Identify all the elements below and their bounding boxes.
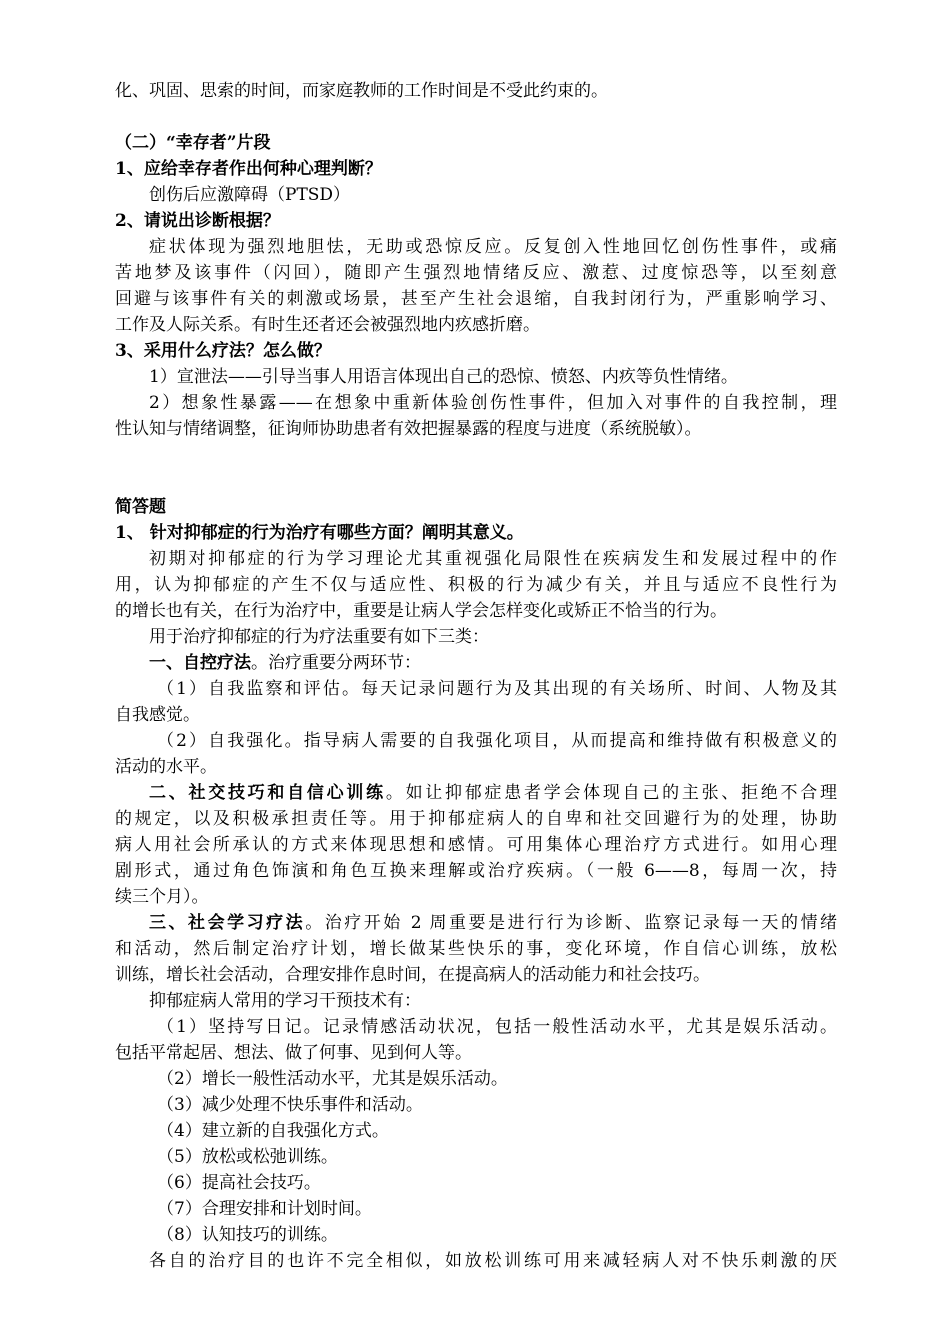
question-heading: 2、请说出诊断根据？ xyxy=(115,211,280,231)
answer-text: 创伤后应激障碍（PTSD） xyxy=(149,185,351,205)
section-heading: 简答题 xyxy=(115,497,166,517)
paragraph-line: 续三个月）。 xyxy=(115,887,209,907)
paragraph-line: 初期对抑郁症的行为学习理论尤其重视强化局限性在疾病发生和发展过程中的作 xyxy=(149,549,837,569)
paragraph-line: 苦地梦及该事件（闪回），随即产生强烈地情绪反应、激惹、过度惊恐等，以至刻意 xyxy=(115,263,837,283)
paragraph-line: 和活动，然后制定治疗计划，增长做某些快乐的事，变化环境，作自信心训练，放松 xyxy=(115,939,837,959)
method-text: 。治疗开始 2 周重要是进行行为诊断、监察记录每一天的情绪 xyxy=(305,913,837,933)
list-item: （6）提高社会技巧。 xyxy=(157,1173,321,1193)
paragraph-line: 用于治疗抑郁症的行为疗法重要有如下三类： xyxy=(149,627,489,647)
method-paragraph xyxy=(115,780,837,806)
list-item: （2）增长一般性活动水平，尤其是娱乐活动。 xyxy=(157,1069,508,1089)
paragraph-line: 抑郁症病人常用的学习干预技术有： xyxy=(149,991,421,1011)
method-text: 。治疗重要分两环节： xyxy=(251,653,421,673)
list-item: （8）认知技巧的训练。 xyxy=(157,1225,338,1245)
paragraph-line: 剧形式，通过角色饰演和角色互换来理解或治疗疾病。（一般 6——8，每周一次，持 xyxy=(115,861,837,881)
paragraph-line: 病人用社会所承认的方式来体现思想和感情。可用集体心理治疗方式进行。如用心理 xyxy=(115,835,837,855)
question-heading: 3、采用什么疗法？怎么做？ xyxy=(115,341,331,361)
paragraph-line: 1）宣泄法——引导当事人用语言体现出自己的恐惊、愤怒、内疚等负性情绪。 xyxy=(149,367,738,387)
method-title: 三、社会学习疗法 xyxy=(149,913,306,933)
list-item: （5）放松或松弛训练。 xyxy=(157,1147,338,1167)
paragraph-line: 工作及人际关系。有时生还者还会被强烈地内疚感折磨。 xyxy=(115,315,540,335)
method-title: 一、自控疗法 xyxy=(149,653,251,673)
paragraph-line: 回避与该事件有关的刺激或场景，甚至产生社会退缩，自我封闭行为，严重影响学习、 xyxy=(115,289,837,309)
question-heading: 1、 针对抑郁症的行为治疗有哪些方面？阐明其意义。 xyxy=(115,523,524,543)
document-page xyxy=(115,78,837,1274)
paragraph-line: 性认知与情绪调整，征询师协助患者有效把握暴露的程度与进度（系统脱敏）。 xyxy=(115,419,702,439)
paragraph-line: 2）想象性暴露——在想象中重新体验创伤性事件，但加入对事件的自我控制，理 xyxy=(149,393,837,413)
paragraph-line: （2）自我强化。指导病人需要的自我强化项目，从而提高和维持做有积极意义的 xyxy=(157,731,837,751)
method-paragraph xyxy=(115,910,837,936)
question-heading: 1、应给幸存者作出何种心理判断？ xyxy=(115,159,382,179)
list-item: （7）合理安排和计划时间。 xyxy=(157,1199,372,1219)
method-text: 。如让抑郁症患者学会体现自己的主张、拒绝不合理 xyxy=(385,783,837,803)
paragraph-line: （1）自我监察和评估。每天记录问题行为及其出现的有关场所、时间、人物及其 xyxy=(157,679,837,699)
paragraph-line: 训练，增长社会活动，合理安排作息时间，在提高病人的活动能力和社会技巧。 xyxy=(115,965,710,985)
paragraph-line: 用，认为抑郁症的产生不仅与适应性、积极的行为减少有关，并且与适应不良性行为 xyxy=(115,575,837,595)
list-item: （3）减少处理不快乐事件和活动。 xyxy=(157,1095,423,1115)
paragraph-line: 的规定，以及积极承担责任等。用于抑郁症病人的自卑和社交回避行为的处理，协助 xyxy=(115,809,837,829)
paragraph-line: 各自的治疗目的也许不完全相似，如放松训练可用来减轻病人对不快乐刺激的厌 xyxy=(149,1251,837,1271)
paragraph-line: 自我感觉。 xyxy=(115,705,200,725)
method-title: 二、社交技巧和自信心训练 xyxy=(149,783,386,803)
list-item: （4）建立新的自我强化方式。 xyxy=(157,1121,389,1141)
paragraph-line: 症状体现为强烈地胆怯，无助或恐惊反应。反复创入性地回忆创伤性事件，或痛 xyxy=(149,237,837,257)
paragraph-line: 化、巩固、思索的时间，而家庭教师的工作时间是不受此约束的。 xyxy=(115,81,608,101)
paragraph-line: 活动的水平。 xyxy=(115,757,217,777)
list-item: （1）坚持写日记。记录情感活动状况，包括一般性活动水平，尤其是娱乐活动。 xyxy=(157,1017,837,1037)
paragraph-line: 包括平常起居、想法、做了何事、见到何人等。 xyxy=(115,1043,472,1063)
method-paragraph xyxy=(115,650,837,676)
section-heading: （二）“幸存者”片段 xyxy=(115,133,271,153)
paragraph-line: 的增长也有关，在行为治疗中，重要是让病人学会怎样变化或矫正不恰当的行为。 xyxy=(115,601,727,621)
